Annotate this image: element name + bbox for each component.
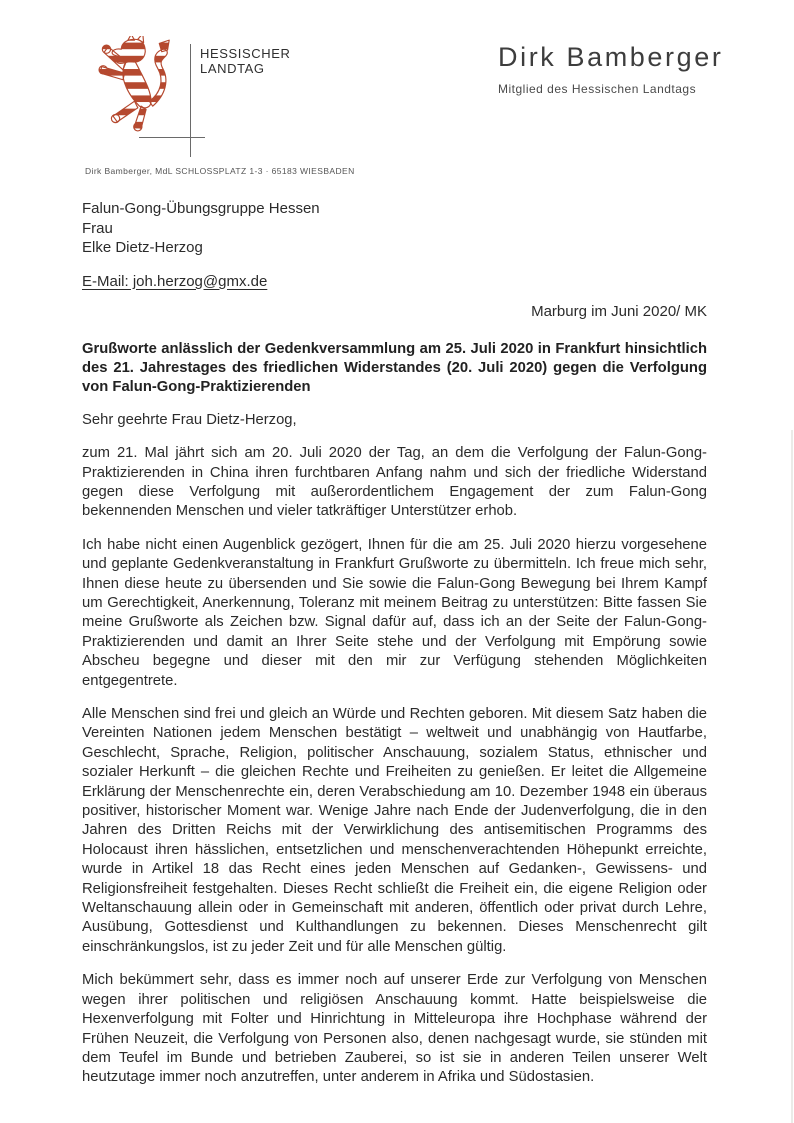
org-name-line1: HESSISCHER — [200, 46, 291, 61]
letterhead-divider-line — [190, 44, 191, 157]
recipient-name: Elke Dietz-Herzog — [82, 239, 203, 256]
sender-title: Mitglied des Hessischen Landtags — [498, 82, 697, 96]
paragraph-4: Mich bekümmert sehr, dass es immer noch auf unserer Erde zur Verfolgung von Menschen wegen ihrer politischen und religiösen Anschauung kommt. Hatte beispielsweise die Hexenverfolgung mit Folter und Hinrichtung in Mitteleuropa ihre Hochphase während der Frühen Neuzeit, die Verfolgung von Personen also, denen nachgesagt wurde, sie stünden mit dem Teufel im Bunde und betrieben Zauberei, so ist sie in anderen Teilen unserer Welt heutzutage immer noch anzutreffen, unter anderem in Afrika und Südostasien. — [82, 972, 707, 1086]
paragraph-2: Ich habe nicht einen Augenblick gezögert, Ihnen für die am 25. Juli 2020 hierzu vorgesehene und geplante Gedenkveranstaltung in Frankfurt Grußworte zu übermitteln. Ich freue mich sehr, Ihnen diese heute zu übersenden und Sie sowie die Falun-Gong Bewegung bei Ihrem Kampf um Gerechtigkeit, Anerkennung, Toleranz mit meinem Beitrag zu unterstützen: Bitte fassen Sie meine Grußworte als Zeichen bzw. Signal dafür auf, dass ich an der Seite der Falun-Gong-Praktizierenden und damit an Ihrer Seite stehe und der Verfolgung mit Empörung sowie Abscheu begegne und dieser mit den mir zur Verfügung stehenden Möglichkeiten entgegentrete. — [82, 536, 707, 689]
paragraph-3: Alle Menschen sind frei und gleich an Würde und Rechten geboren. Mit diesem Satz haben die Vereinten Nationen jedem Menschen bestätigt – weltweit und unabhängig von Hautfarbe, Geschlecht, Sprache, Religion, politischer Anschauung, sozialem Status, ethnischer und sozialer Herkunft – die gleichen Rechte und Freiheiten zu genießen. Er leitet die Allgemeine Erklärung der Menschenrechte ein, deren Verabschiedung am 10. Dezember 1948 ein überaus positiver, historischer Moment war. Wenige Jahre nach Ende der Judenverfolgung, die in den Jahren des Dritten Reichs mit der Verwirklichung des antisemitischen Programms des Holocaust ihren hässlichen, entsetzlichen und menschenverachtenden Höhepunkt erreichte, wurde in Artikel 18 das Recht eines jeden Menschen auf Gedanken-, Gewissens- und Religionsfreiheit festgehalten. Dieses Recht schließt die Freiheit ein, die eigene Religion oder Weltanschauung allein oder in Gemeinschaft mit anderen, öffentlich oder privat durch Lehre, Ausübung, Gottesdienst und Kulthandlungen zu bekennen. Dieses Menschenrecht gilt einschränkungslos, ist zu jeder Zeit und für alle Menschen gültig. — [82, 706, 707, 955]
sender-name: Dirk Bamberger — [498, 42, 724, 72]
recipient-salutation: Frau — [82, 219, 113, 237]
salutation: Sehr geehrte Frau Dietz-Herzog, — [82, 411, 297, 428]
recipient-block — [82, 199, 707, 291]
hessen-lion-logo — [85, 36, 189, 140]
dateline: Marburg im Juni 2020/ MK — [531, 303, 707, 320]
return-address-line: Dirk Bamberger, MdL SCHLOSSPLATZ 1-3 · 65183 WIESBADEN — [85, 166, 355, 176]
sender-name-block — [498, 42, 723, 96]
letter-body — [82, 199, 707, 1088]
subject-line: Grußworte anlässlich der Gedenkversammlung am 25. Juli 2020 in Frankfurt hinsichtlich des 21. Jahrestages des friedlichen Widerstandes (20. Juli 2020) gegen die Verfolgung von Falun-Gong-Praktizierenden — [82, 340, 707, 396]
org-name-line2: LANDTAG — [200, 61, 265, 76]
scan-edge-artifact — [791, 430, 793, 1123]
org-name — [200, 46, 291, 76]
fold-mark — [139, 137, 205, 138]
recipient-email: E-Mail: joh.herzog@gmx.de — [82, 272, 268, 290]
recipient-org: Falun-Gong-Übungsgruppe Hessen — [82, 200, 320, 217]
paragraph-1: zum 21. Mal jährt sich am 20. Juli 2020 der Tag, an dem die Verfolgung der Falun-Gong-Praktizierenden in China ihren furchtbaren Anfang nahm und sich der friedliche Widerstand gegen diese Verfolgung mit außerordentlichem Engagement der zum Falun-Gong bekennenden Menschen und vieler tatkräftiger Unterstützer erhob. — [82, 445, 707, 520]
